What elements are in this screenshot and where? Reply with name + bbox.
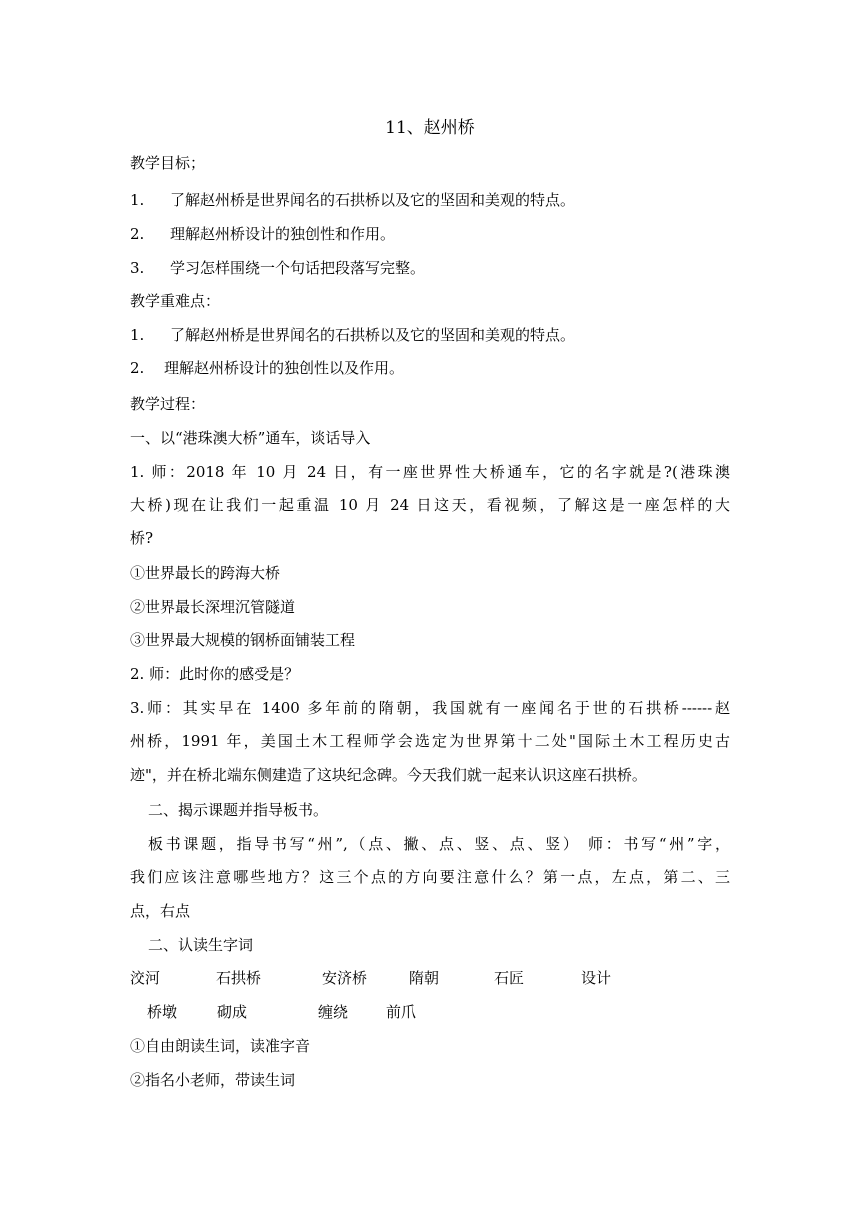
paragraph-line: 州桥，1991 年，美国土木工程师学会选定为世界第十二处"国际土木工程历史古	[130, 732, 730, 750]
vocabulary-word: 石匠	[494, 969, 525, 987]
objective-number: 1.	[130, 191, 145, 209]
vocabulary-word: 缠绕	[318, 1003, 349, 1021]
fact-item: ①世界最长的跨海大桥	[130, 564, 281, 582]
vocabulary-word: 洨河	[130, 969, 161, 987]
objective-text: 学习怎样围绕一个句话把段落写完整。	[170, 259, 426, 277]
vocabulary-word: 安济桥	[322, 969, 368, 987]
objective-text: 理解赵州桥设计的独创性和作用。	[170, 225, 396, 243]
vocabulary-word: 石拱桥	[216, 969, 262, 987]
vocabulary-word: 砌成	[217, 1003, 248, 1021]
process-heading: 教学过程：	[130, 395, 206, 413]
objective-number: 3.	[130, 259, 145, 277]
objective-number: 2.	[130, 225, 145, 243]
paragraph-line: 1. 师：2018 年 10 月 24 日，有一座世界性大桥通车，它的名字就是?(港珠澳	[130, 463, 730, 481]
section-1-heading: 一、以“港珠澳大桥”通车，谈话导入	[130, 429, 371, 447]
key-points-heading: 教学重难点：	[130, 292, 221, 310]
lesson-title: 11、赵州桥	[385, 118, 475, 138]
section-3-heading: 二、认读生字词	[148, 936, 254, 954]
paragraph-line: 板书课题，指导书写“州”,（点、撇、点、竖、点、竖） 师：书写“州”字，	[148, 835, 730, 853]
vocabulary-word: 隋朝	[409, 969, 440, 987]
objective-text: 了解赵州桥是世界闻名的石拱桥以及它的坚固和美观的特点。	[170, 191, 576, 209]
paragraph-line: 我们应该注意哪些地方？这三个点的方向要注意什么？第一点，左点，第二、三	[130, 868, 730, 886]
paragraph-line: 迹"，并在桥北端东侧建造了这块纪念碑。今天我们就一起来认识这座石拱桥。	[130, 766, 647, 784]
key-point-text: 了解赵州桥是世界闻名的石拱桥以及它的坚固和美观的特点。	[170, 326, 576, 344]
objective-item	[130, 257, 730, 279]
key-point-text: 理解赵州桥设计的独创性以及作用。	[164, 359, 405, 377]
key-point-number: 1.	[130, 326, 145, 344]
key-point-item	[130, 324, 730, 346]
fact-item: ③世界最大规模的钢桥面铺装工程	[130, 631, 356, 649]
step-item: ②指名小老师，带读生词	[130, 1071, 296, 1089]
objective-item	[130, 223, 730, 245]
paragraph-line: 2. 师：此时你的感受是？	[130, 665, 300, 683]
vocabulary-word: 前爪	[386, 1003, 417, 1021]
paragraph-line: 大桥)现在让我们一起重温 10 月 24 日这天，看视频，了解这是一座怎样的大	[130, 496, 730, 514]
objectives-heading: 教学目标；	[130, 154, 206, 172]
paragraph-line: 桥?	[130, 529, 154, 547]
paragraph-line: 3.师：其实早在 1400 多年前的隋朝，我国就有一座闻名于世的石拱桥------赵	[130, 699, 730, 717]
fact-item: ②世界最长深埋沉管隧道	[130, 598, 296, 616]
key-point-number: 2.	[130, 359, 145, 377]
vocabulary-word: 桥墩	[147, 1003, 178, 1021]
key-point-item	[130, 357, 730, 379]
step-item: ①自由朗读生词，读准字音	[130, 1037, 311, 1055]
objective-item	[130, 189, 730, 211]
paragraph-line: 点，右点	[130, 902, 191, 920]
section-2-heading: 二、揭示课题并指导板书。	[148, 801, 329, 819]
vocabulary-word: 设计	[581, 969, 612, 987]
